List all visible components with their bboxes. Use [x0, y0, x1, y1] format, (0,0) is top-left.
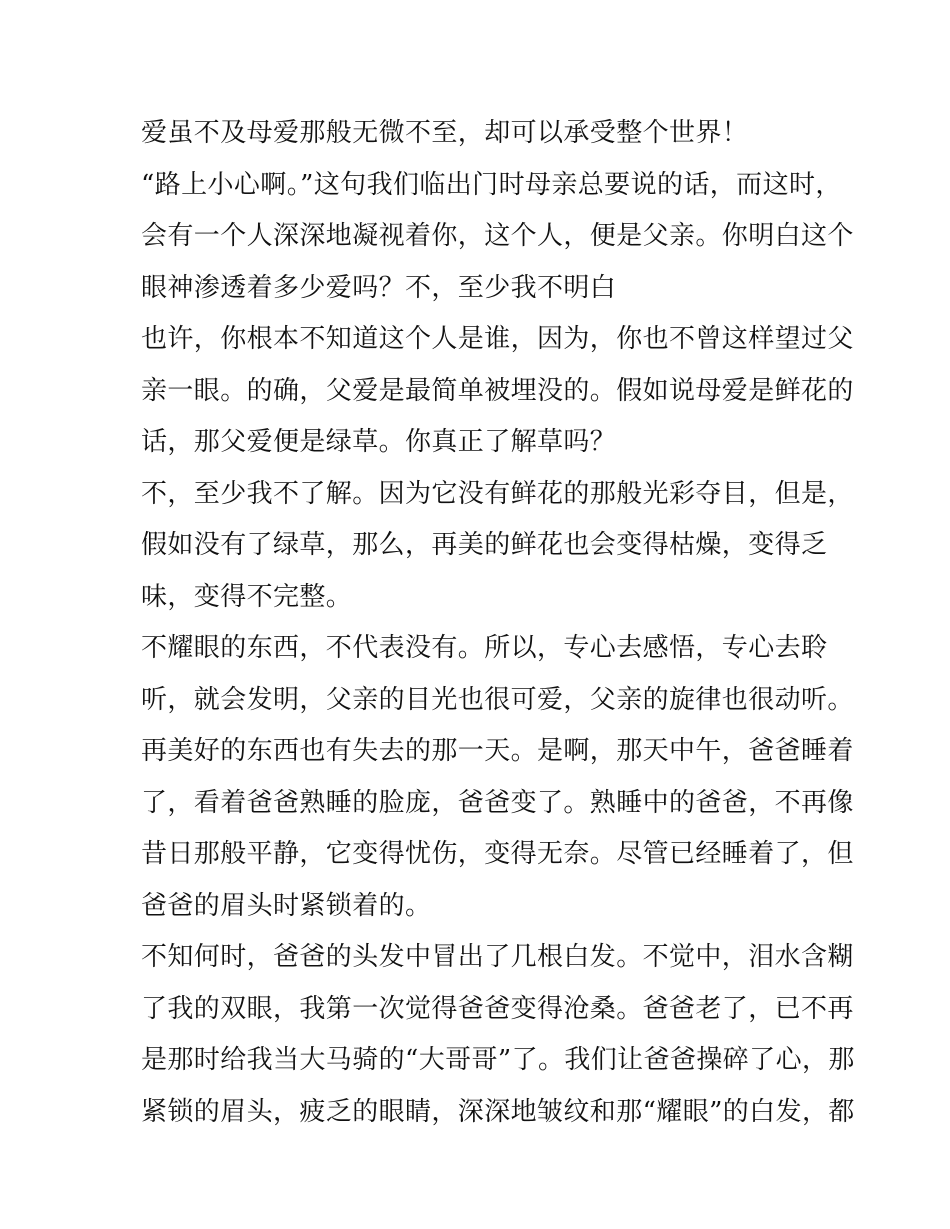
text-line-19: 是那时给我当大马骑的“大哥哥”了。我们让爸爸操碎了心，那 — [141, 1045, 855, 1075]
text-line-9: 假如没有了绿草，那么，再美的鲜花也会变得枯燥，变得乏 — [141, 530, 828, 560]
text-line-18: 了我的双眼，我第一次觉得爸爸变得沧桑。爸爸老了，已不再 — [141, 993, 854, 1024]
text-line-10: 味，变得不完整。 — [141, 581, 353, 612]
text-line-8: 不，至少我不了解。因为它没有鲜花的那般光彩夺目，但是， — [141, 478, 854, 509]
text-line-20: 紧锁的眉头，疲乏的眼睛，深深地皱纹和那“耀眼”的白发，都 — [141, 1096, 855, 1127]
text-line-6: 亲一眼。的确，父爱是最简单被埋没的。假如说母爱是鲜花的 — [141, 375, 854, 406]
text-line-16: 爸爸的眉头时紧锁着的。 — [141, 890, 432, 921]
body-text — [141, 108, 855, 1138]
text-line-3: 会有一个人深深地凝视着你，这个人，便是父亲。你明白这个 — [141, 221, 854, 251]
text-line-2: “路上小心啊。”这句我们临出门时母亲总要说的话，而这时， — [141, 169, 842, 200]
text-line-12: 听，就会发明，父亲的目光也很可爱，父亲的旋律也很动听。 — [141, 684, 854, 715]
text-line-7: 话，那父爱便是绿草。你真正了解草吗？ — [141, 427, 617, 457]
text-line-17: 不知何时，爸爸的头发中冒出了几根白发。不觉中，泪水含糊 — [141, 942, 854, 972]
text-line-5: 也许，你根本不知道这个人是谁，因为，你也不曾这样望过父 — [141, 324, 854, 354]
text-line-15: 昔日那般平静，它变得忧伤，变得无奈。尽管已经睡着了，但 — [141, 839, 854, 869]
text-line-11: 不耀眼的东西，不代表没有。所以，专心去感悟，专心去聆 — [141, 633, 828, 663]
text-line-13: 再美好的东西也有失去的那一天。是啊，那天中午，爸爸睡着 — [141, 736, 854, 766]
text-line-1: 爱虽不及母爱那般无微不至，却可以承受整个世界！ — [141, 118, 749, 148]
text-line-14: 了，看着爸爸熟睡的脸庞，爸爸变了。熟睡中的爸爸，不再像 — [141, 787, 854, 818]
text-line-4: 眼神渗透着多少爱吗？不，至少我不明白 — [141, 272, 617, 303]
